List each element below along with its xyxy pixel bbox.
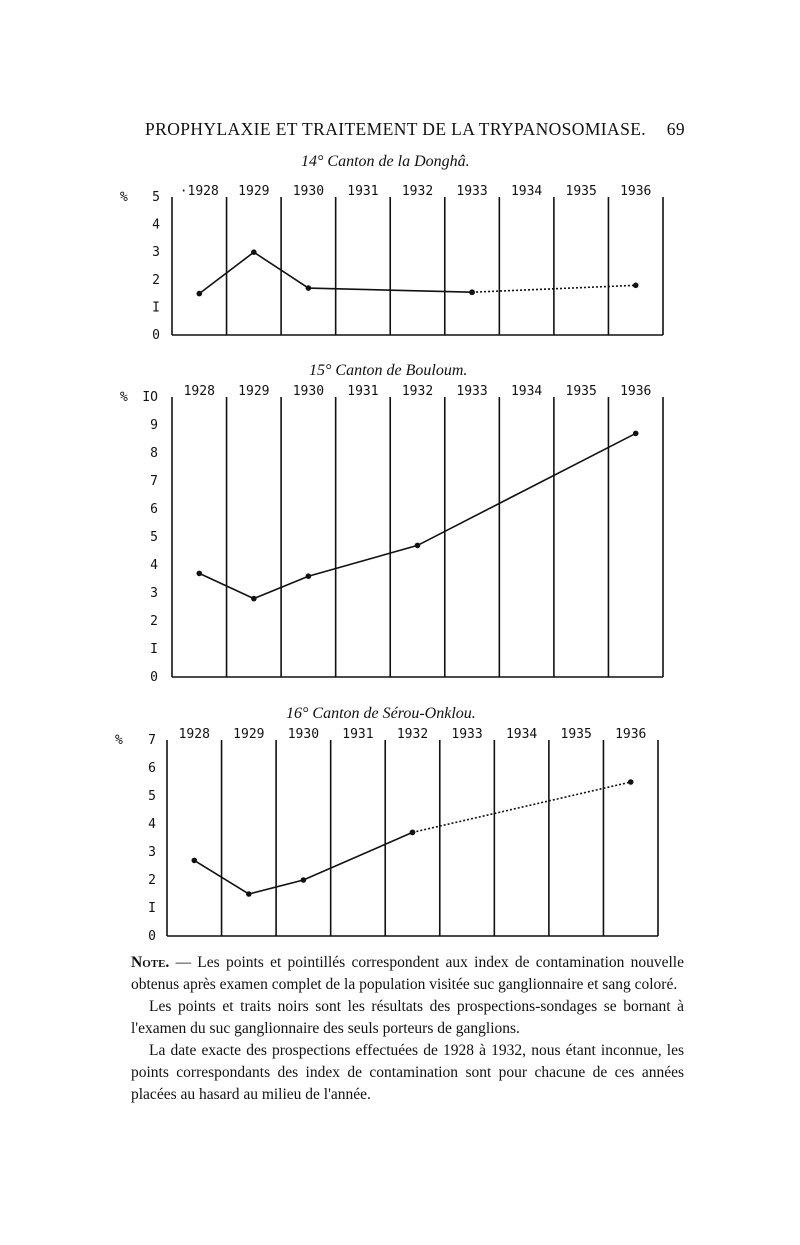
y-tick-label: 4	[150, 558, 158, 573]
y-tick-label: 0	[152, 328, 160, 343]
page-number: 69	[666, 119, 685, 139]
data-point	[251, 249, 257, 255]
data-point	[633, 283, 639, 289]
x-tick-label: 1935	[560, 727, 592, 742]
note-lead: Note.	[131, 954, 170, 971]
x-tick-label: 1933	[456, 184, 488, 199]
y-unit-label: %	[120, 190, 128, 205]
note-paragraph-3: La date exacte des prospections effectuées de 1928 à 1932, nous étant inconnue, les points correspondants des index de contamination sont pour chacune de ces années placées au hasard au milieu de l'année.	[131, 1042, 684, 1103]
chart-donghá	[0, 180, 800, 345]
x-tick-label: 1931	[342, 727, 374, 742]
chart-title-1: 14° Canton de la Donghâ.	[301, 153, 470, 170]
y-tick-label: I	[152, 300, 160, 316]
running-title: PROPHYLAXIE ET TRAITEMENT DE LA TRYPANOSOMIASE.	[145, 119, 647, 139]
x-tick-label: 1930	[287, 727, 320, 742]
x-tick-label: 1933	[451, 727, 483, 742]
y-tick-label: 6	[150, 502, 158, 517]
y-tick-label: 0	[150, 670, 158, 685]
y-tick-label: I	[148, 901, 156, 916]
note-text	[131, 952, 684, 1106]
solid-series-line	[199, 433, 635, 598]
y-tick-label: 4	[152, 217, 160, 233]
x-tick-label: 1935	[565, 384, 597, 399]
data-point	[415, 543, 421, 549]
y-tick-label: 2	[152, 272, 160, 288]
x-tick-label: 1929	[238, 184, 270, 199]
y-tick-label: 0	[148, 929, 156, 944]
x-tick-label: 1932	[396, 727, 429, 742]
x-tick-label: 1936	[620, 384, 652, 399]
x-tick-label: 1928	[178, 727, 210, 742]
chart-title-2: 15° Canton de Bouloum.	[309, 362, 468, 379]
data-point	[196, 571, 202, 577]
x-tick-label: 1936	[620, 184, 652, 199]
y-tick-label: 2	[148, 873, 156, 888]
y-tick-label: 7	[148, 733, 156, 748]
data-point	[246, 891, 252, 897]
note-paragraph-1	[131, 952, 684, 996]
x-tick-label: 1930	[292, 184, 325, 199]
x-tick-label: 1934	[505, 727, 538, 742]
y-tick-label: 3	[150, 586, 158, 601]
x-tick-label: 1931	[347, 184, 379, 199]
data-point	[191, 858, 197, 864]
x-tick-label: 1932	[401, 384, 434, 399]
data-point	[306, 573, 312, 579]
x-tick-label: 1932	[401, 184, 434, 199]
data-point	[301, 877, 307, 883]
y-tick-label: 3	[148, 845, 156, 860]
x-tick-label: 1935	[565, 184, 597, 199]
y-tick-label: 2	[150, 614, 158, 629]
dotted-series-line	[413, 782, 631, 832]
data-point	[196, 291, 202, 297]
x-tick-label: 1928	[183, 384, 215, 399]
x-tick-label: 1933	[456, 384, 488, 399]
note-paragraph-2: Les points et traits noirs sont les résultats des prospections-sondages se bornant à l'examen du suc ganglionnaire des seuls porteurs de ganglions.	[131, 998, 684, 1037]
x-tick-label: 1934	[510, 384, 543, 399]
y-tick-label: I	[150, 642, 158, 657]
data-point	[306, 285, 312, 291]
y-tick-label: 5	[148, 789, 156, 804]
y-unit-label: %	[115, 733, 123, 748]
y-tick-label: 8	[150, 446, 158, 461]
y-tick-label: 9	[150, 418, 158, 433]
x-tick-label: 1931	[347, 384, 379, 399]
y-tick-label: 7	[150, 474, 158, 489]
chart-title-3: 16° Canton de Sérou-Onklou.	[286, 705, 476, 722]
data-point	[469, 289, 475, 295]
data-point	[410, 830, 416, 836]
y-tick-label: 4	[148, 817, 156, 832]
x-tick-label: 1936	[615, 727, 647, 742]
x-tick-label: 1934	[510, 184, 543, 199]
x-tick-label: 1929	[238, 384, 270, 399]
y-tick-label: 5	[152, 190, 160, 205]
y-tick-label: 3	[152, 245, 160, 261]
note-paragraph-1-text: — Les points et pointillés correspondent aux index de contamination nouvelle obtenus après examen complet de la population visitée suc ganglionnaire et sang coloré.	[131, 954, 684, 993]
running-header	[145, 119, 685, 140]
x-tick-label: ·1928	[179, 184, 219, 199]
chart-serou-onklou	[0, 725, 800, 943]
y-unit-label: %	[120, 390, 128, 405]
x-tick-label: 1930	[292, 384, 325, 399]
solid-series-line	[194, 832, 412, 894]
data-point	[251, 596, 257, 602]
chart-bouloum	[0, 380, 800, 685]
data-point	[628, 779, 634, 785]
y-tick-label: 6	[148, 761, 156, 776]
y-tick-label: IO	[142, 390, 158, 405]
y-tick-label: 5	[150, 530, 158, 545]
data-point	[633, 431, 639, 437]
x-tick-label: 1929	[233, 727, 265, 742]
